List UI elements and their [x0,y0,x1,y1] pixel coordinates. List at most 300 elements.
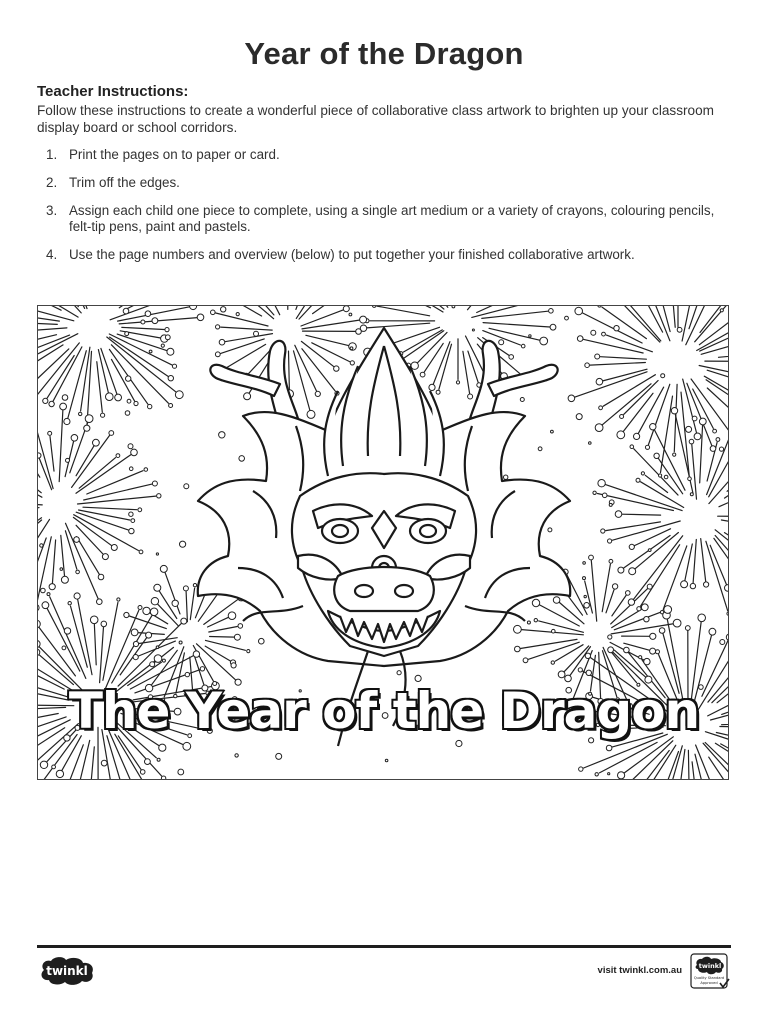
sparkle-dot [654,453,659,458]
firework-streak [539,621,584,632]
firework-streak [106,610,139,688]
firework-streak [50,436,54,471]
sparkle-dot [639,656,642,659]
sparkle-dot [334,366,339,371]
sparkle-dot [641,472,644,475]
page-title: Year of the Dragon [244,36,524,71]
step-text: Print the pages on to paper or card. [69,147,280,162]
sparkle-dot [626,591,631,596]
sparkle-dot [247,650,250,653]
firework-streak [682,306,693,341]
sparkle-dot [719,447,723,451]
firework-streak [117,334,167,351]
sparkle-dot [184,484,189,489]
firework-streak [688,750,690,780]
sparkle-dot [307,410,315,418]
firework-streak [600,357,646,360]
firework-streak [407,306,431,308]
sparkle-dot [131,629,138,636]
firework-streak [90,747,95,780]
sparkle-dot [116,454,120,458]
firework-streak [681,392,689,476]
sparkle-dot [315,391,320,396]
firework-streak [100,627,104,683]
sparkle-dot [68,602,71,605]
sparkle-dot [585,653,590,658]
firework-streak [97,362,103,413]
firework-streak [94,623,96,665]
sparkle-dot [436,390,440,394]
firework-streak [53,347,82,401]
firework-streak [670,306,675,327]
sparkle-dot [699,418,706,425]
sparkle-dot [661,374,665,378]
sparkle-dot [124,612,129,617]
sparkle-dot [144,468,148,472]
sparkle-dot [169,404,173,408]
firework-streak [208,617,230,627]
firework-streak [633,536,683,600]
sparkle-dot [617,431,625,439]
firework-streak [107,736,128,780]
sparkle-dot [636,478,640,482]
sparkle-dot [42,602,49,609]
firework-streak [165,572,180,614]
sparkle-dot [159,744,166,751]
quality-badge-icon [690,953,730,991]
sparkle-dot [650,424,656,430]
sparkle-dot [565,316,569,320]
sparkle-dot [154,655,162,663]
sparkle-dot [239,456,245,462]
sparkle-dot [125,332,129,336]
firework-streak [463,351,470,393]
instructions-intro: Follow these instructions to create a wonderful piece of collaborative class artwork to brighten up your classroom display board or school corridors. [37,103,714,135]
sparkle-dot [181,618,187,624]
sparkle-dot [692,416,697,421]
sparkle-dot [725,585,730,592]
sparkle-dot [154,584,161,591]
firework-streak [612,595,626,616]
firework-streak [78,740,90,780]
firework-streak [727,452,729,492]
sparkle-dot [726,634,729,641]
sparkle-dot [219,432,225,438]
sparkle-dot [145,311,151,317]
sparkle-dot [360,316,367,323]
sparkle-dot [38,620,40,628]
sparkle-dot [79,412,82,415]
sparkle-dot [685,626,690,631]
sparkle-dot [602,332,606,336]
step-number: 3. [46,203,58,218]
sparkle-dot [180,541,186,547]
sparkle-dot [710,446,716,452]
sparkle-dot [101,413,105,417]
sparkle-dot [612,584,617,589]
sparkle-dot [583,562,586,565]
sparkle-dot [694,433,701,440]
sparkle-dot [98,574,104,580]
firework-streak [439,344,452,389]
sparkle-dot [151,598,158,605]
firework-streak [709,446,729,496]
sparkle-dot [40,761,47,768]
sparkle-dot [584,595,586,597]
sparkle-dot [123,308,129,314]
firework-streak [692,762,697,780]
badge-caption-1: Quality Standard [693,976,725,980]
sparkle-dot [608,647,614,653]
firework-streak [635,533,679,570]
quality-badge [690,953,730,991]
sparkle-dot [356,329,362,335]
firework-streak [424,343,443,372]
sparkle-dot [350,347,353,350]
sparkle-dot [538,447,542,451]
instruction-step [37,147,727,163]
sparkle-dot [606,745,612,751]
firework-streak [79,510,130,520]
firework-streak [574,372,647,398]
sparkle-dot [141,320,145,324]
sparkle-dot [236,313,239,316]
sparkle-dot [584,603,590,609]
firework-streak [468,351,478,382]
sparkle-dot [259,638,265,644]
firework-streak [59,410,63,482]
sparkle-dot [343,306,349,312]
sparkle-dot [596,378,603,385]
sparkle-dot [139,550,143,554]
firework-streak [483,323,550,327]
sparkle-dot [630,445,634,449]
instruction-step [37,247,727,263]
sparkle-dot [548,528,552,532]
sparkle-dot [152,318,158,324]
instructions-heading: Teacher Instructions: [37,83,189,100]
firework-streak [706,541,728,611]
sparkle-dot [101,621,107,627]
firework-streak [610,651,636,683]
firework-streak [186,591,187,621]
sparkle-dot [551,661,554,664]
sparkle-dot [179,641,182,644]
firework-streak [122,327,164,329]
firework-streak [695,306,729,342]
firework-streak [83,507,137,510]
footer-divider [37,945,731,948]
sparkle-dot [624,647,630,653]
sparkle-dot [60,568,63,571]
sparkle-dot [591,330,596,335]
firework-streak [190,588,194,619]
sparkle-dot [452,306,455,308]
sparkle-dot [456,740,462,746]
sparkle-dot [102,554,108,560]
sparkle-dot [161,344,164,347]
sparkle-dot [200,667,204,671]
sparkle-dot [689,439,694,444]
instruction-step [37,203,727,235]
step-number: 1. [46,147,58,162]
sparkle-dot [276,753,282,759]
sparkle-dot [429,384,435,390]
firework-streak [209,627,238,633]
sparkle-dot [190,306,197,310]
sparkle-dot [716,438,720,442]
sparkle-dot [415,675,421,681]
sparkle-dot [117,598,120,601]
firework-streak [700,425,703,483]
sparkle-dot [156,646,159,649]
sparkle-dot [183,586,188,591]
sparkle-dot [157,758,160,761]
firework-streak [47,608,80,671]
sparkle-dot [93,439,100,446]
firework-streak [701,539,706,582]
sparkle-dot [527,621,530,624]
sparkle-dot [183,742,191,750]
sparkle-dot [704,582,709,587]
firework-streak [62,306,85,308]
sparkle-dot [133,641,138,646]
sparkle-dot [472,329,474,331]
firework-streak [52,540,55,584]
sparkle-dot [129,528,134,533]
sparkle-dot [125,411,130,416]
sparkle-dot [172,600,178,606]
sparkle-dot [60,403,67,410]
sparkle-dot [609,559,613,563]
visit-website-link[interactable]: visit twinkl.com.au [597,965,682,976]
sparkle-dot [515,646,521,652]
sparkle-dot [228,612,236,620]
firework-streak [287,306,288,309]
sparkle-dot [49,401,54,406]
sparkle-dot [650,648,656,654]
sparkle-dot [589,555,594,560]
sparkle-dot [553,597,560,604]
firework-streak [590,363,645,366]
sparkle-dot [681,581,688,588]
step-text: Assign each child one piece to complete, using a single art medium or a variety of crayons, colouring pencils, felt-tip pens, paint and pastels. [69,203,715,234]
sparkle-dot [532,599,539,606]
sparkle-dot [709,628,716,635]
sparkle-dot [175,391,183,399]
sparkle-dot [585,363,590,368]
sparkle-dot [157,494,161,498]
sparkle-dot [608,539,612,543]
sparkle-dot [673,619,681,627]
sparkle-dot [219,339,225,345]
badge-wordmark: twinkl [698,962,722,970]
instructions-list [37,147,727,275]
firework-streak [38,328,67,331]
sparkle-dot [49,584,55,590]
sparkle-dot [647,584,652,589]
sparkle-dot [160,565,167,572]
firework-streak [674,750,685,781]
sparkle-dot [618,772,625,779]
sparkle-dot [575,307,583,315]
sparkle-dot [644,658,650,664]
sparkle-dot [549,309,554,314]
firework-streak [299,306,333,319]
firework-streak [38,306,61,310]
sparkle-dot [109,431,114,436]
sparkle-dot [720,640,725,645]
sparkle-dot [161,776,165,780]
sparkle-dot [629,544,634,549]
sparkle-dot [521,344,525,348]
firework-streak [520,639,577,648]
sparkle-dot [133,655,138,660]
sparkle-dot [578,668,582,672]
sparkle-dot [85,415,93,423]
instruction-step [37,175,727,191]
sparkle-dot [551,430,554,433]
sparkle-dot [165,335,170,340]
sparkle-dot [150,662,155,667]
sparkle-dot [534,619,537,622]
sparkle-dot [134,401,138,405]
sparkle-dot [673,453,676,456]
sparkle-dot [420,372,425,377]
sparkle-dot [579,767,583,771]
sparkle-dot [664,475,668,479]
firework-streak [38,415,52,490]
firework-streak [725,465,730,498]
sparkle-dot [659,628,665,634]
sparkle-dot [185,672,189,676]
step-text: Trim off the edges. [69,175,180,190]
firework-streak [127,306,177,309]
firework-streak [38,501,42,505]
sparkle-dot [215,352,220,357]
sparkle-dot [128,444,133,449]
sparkle-dot [238,624,243,629]
sparkle-dot [156,553,158,555]
sparkle-dot [671,408,677,414]
sparkle-dot [143,607,150,614]
sparkle-dot [221,307,226,312]
sparkle-dot [686,426,692,432]
sparkle-dot [598,480,605,487]
step-text: Use the page numbers and overview (below) to put together your finished collaborative artwork. [69,247,635,262]
sparkle-dot [372,306,376,307]
firework-streak [714,538,729,585]
artwork-panel [37,305,729,780]
sparkle-dot [66,458,70,462]
sparkle-dot [129,467,133,471]
sparkle-dot [148,404,152,408]
sparkle-dot [659,474,662,477]
sparkle-dot [634,433,640,439]
sparkle-dot [550,324,556,330]
sparkle-dot [677,327,682,332]
sparkle-dot [193,651,199,657]
firework-streak [623,393,653,432]
firework-streak [205,646,230,661]
logo-wordmark: twinkl [46,964,88,978]
sparkle-dot [152,481,157,486]
sparkle-dot [720,309,723,312]
firework-streak [417,332,447,363]
sparkle-dot [509,355,514,360]
firework-streak [641,545,680,607]
sparkle-dot [644,617,649,622]
sparkle-dot [586,670,591,675]
sparkle-dot [48,431,52,435]
sparkle-dot [349,313,352,316]
sparkle-dot [350,361,354,365]
sparkle-dot [47,593,50,596]
firework-streak [699,366,729,383]
sparkle-dot [456,381,459,384]
sparkle-dot [520,398,524,402]
sparkle-dot [568,395,575,402]
sparkle-dot [52,765,56,769]
sparkle-dot [609,503,612,506]
artwork-title: The Year of the Dragon [68,682,700,740]
sparkle-dot [61,576,68,583]
sparkle-dot [231,663,236,668]
sparkle-dot [168,376,173,381]
twinkl-logo-icon [38,956,96,986]
sparkle-dot [565,675,572,682]
firework-streak [583,339,643,353]
sparkle-dot [244,393,251,400]
sparkle-dot [608,773,610,775]
sparkle-dot [598,306,601,307]
sparkle-dot [713,429,717,433]
firework-streak [66,523,99,599]
firework-streak [367,323,430,328]
sparkle-dot [641,604,648,611]
sparkle-dot [197,314,204,321]
twinkl-logo[interactable] [38,956,96,986]
firework-streak [622,514,661,515]
sparkle-dot [397,671,401,675]
sparkle-dot [637,607,641,611]
sparkle-dot [602,493,607,498]
firework-streak [103,603,118,681]
firework-streak [606,589,614,613]
sparkle-dot [468,394,473,399]
sparkle-dot [688,477,692,481]
sparkle-dot [74,537,80,543]
firework-streak [225,334,273,342]
sparkle-dot [599,406,603,410]
firework-streak [221,327,273,330]
sparkle-dot [84,425,90,431]
sparkle-dot [583,577,586,580]
sparkle-dot [254,331,259,336]
sparkle-dot [615,511,622,518]
sparkle-dot [38,453,41,458]
firework-streak [225,306,262,316]
sparkle-dot [648,549,651,552]
sparkle-dot [664,606,672,614]
sparkle-dot [593,491,596,494]
firework-streak [110,337,169,376]
sparkle-dot [115,394,122,401]
sparkle-dot [216,325,220,329]
sparkle-dot [620,415,624,419]
sparkle-dot [650,633,656,639]
firework-streak [38,508,39,512]
